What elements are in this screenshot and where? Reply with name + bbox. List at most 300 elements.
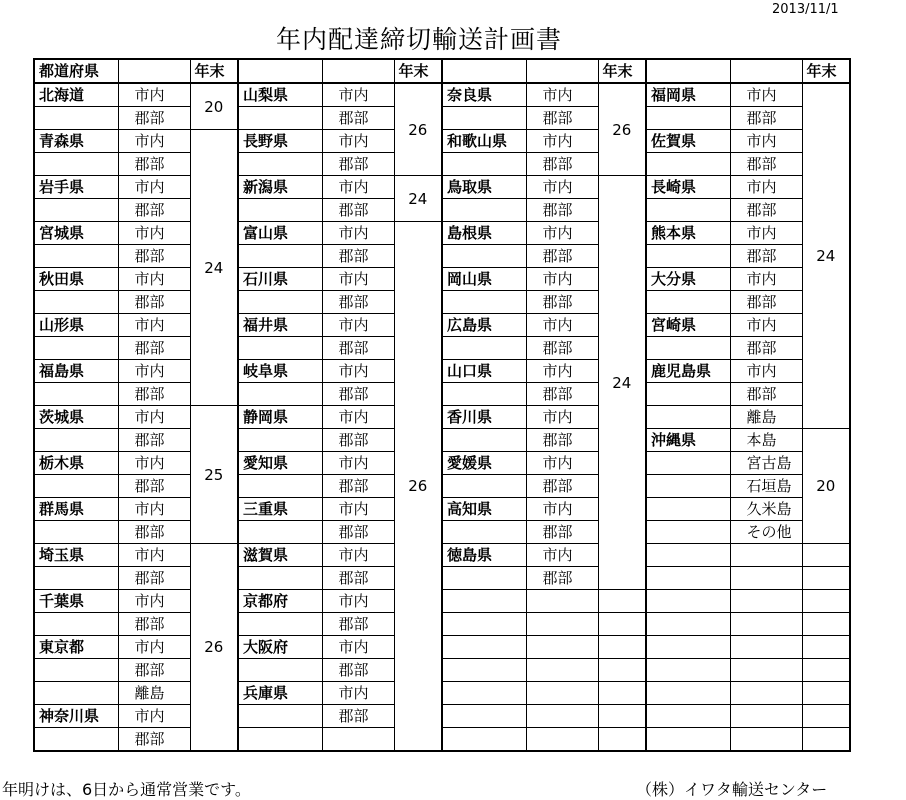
yearend-date-cell [802, 636, 850, 659]
table-row [34, 245, 850, 268]
area-cell [730, 544, 802, 567]
prefecture-cell [442, 705, 526, 728]
area-cell: 郡部 [322, 613, 394, 636]
prefecture-cell: 長野県 [238, 130, 322, 153]
prefecture-cell [238, 567, 322, 590]
header-yearend: 年末 [598, 59, 646, 83]
prefecture-cell [34, 567, 118, 590]
prefecture-cell [238, 291, 322, 314]
area-cell: 市内 [526, 406, 598, 429]
prefecture-cell: 福岡県 [646, 83, 730, 107]
prefecture-cell: 静岡県 [238, 406, 322, 429]
prefecture-cell: 東京都 [34, 636, 118, 659]
area-cell: 郡部 [118, 429, 190, 452]
area-cell: 郡部 [526, 521, 598, 544]
area-cell: 郡部 [118, 153, 190, 176]
prefecture-cell [442, 107, 526, 130]
area-cell: 市内 [322, 222, 394, 245]
prefecture-cell [646, 475, 730, 498]
area-cell: 郡部 [118, 199, 190, 222]
prefecture-cell: 大阪府 [238, 636, 322, 659]
area-cell: 郡部 [322, 659, 394, 682]
header-yearend: 年末 [394, 59, 442, 83]
prefecture-cell [442, 590, 526, 613]
document-date: 2013/11/1 [772, 2, 839, 17]
prefecture-cell: 兵庫県 [238, 682, 322, 705]
prefecture-cell [646, 567, 730, 590]
prefecture-cell: 京都府 [238, 590, 322, 613]
prefecture-cell [646, 705, 730, 728]
prefecture-cell: 奈良県 [442, 83, 526, 107]
area-cell [322, 728, 394, 752]
prefecture-cell [442, 153, 526, 176]
area-cell: 市内 [118, 176, 190, 199]
prefecture-cell [34, 682, 118, 705]
table-row [34, 613, 850, 636]
area-cell: 市内 [118, 498, 190, 521]
prefecture-cell [238, 245, 322, 268]
area-cell: 市内 [526, 498, 598, 521]
prefecture-cell: 三重県 [238, 498, 322, 521]
yearend-date-cell: 20 [190, 83, 238, 130]
table-row [34, 705, 850, 728]
prefecture-cell [646, 406, 730, 429]
area-cell: 市内 [526, 83, 598, 107]
area-cell: 郡部 [118, 245, 190, 268]
area-cell: 郡部 [322, 705, 394, 728]
prefecture-cell [34, 153, 118, 176]
prefecture-cell [646, 291, 730, 314]
prefecture-cell: 岩手県 [34, 176, 118, 199]
area-cell: 市内 [730, 83, 802, 107]
prefecture-cell: 山口県 [442, 360, 526, 383]
yearend-date-cell [802, 705, 850, 728]
prefecture-cell: 富山県 [238, 222, 322, 245]
area-cell: 市内 [322, 682, 394, 705]
prefecture-cell [34, 659, 118, 682]
area-cell: 郡部 [526, 153, 598, 176]
area-cell [526, 659, 598, 682]
prefecture-cell: 宮城県 [34, 222, 118, 245]
header-blank [646, 59, 730, 83]
prefecture-cell [646, 107, 730, 130]
area-cell: 市内 [730, 360, 802, 383]
table-row [34, 659, 850, 682]
area-cell: 市内 [322, 452, 394, 475]
yearend-date-cell: 26 [394, 222, 442, 752]
prefecture-cell [34, 429, 118, 452]
table-row [34, 176, 850, 199]
table-row [34, 567, 850, 590]
area-cell: 郡部 [322, 337, 394, 360]
prefecture-cell [34, 291, 118, 314]
prefecture-cell [442, 429, 526, 452]
prefecture-cell [34, 475, 118, 498]
prefecture-cell [34, 613, 118, 636]
area-cell [526, 682, 598, 705]
prefecture-cell: 香川県 [442, 406, 526, 429]
area-cell: 郡部 [118, 383, 190, 406]
prefecture-cell [646, 245, 730, 268]
prefecture-cell [238, 705, 322, 728]
area-cell: 市内 [526, 222, 598, 245]
prefecture-cell [646, 613, 730, 636]
header-blank [118, 59, 190, 83]
area-cell: 郡部 [118, 337, 190, 360]
prefecture-cell [442, 337, 526, 360]
area-cell: 郡部 [118, 613, 190, 636]
prefecture-cell [442, 383, 526, 406]
area-cell: 郡部 [526, 291, 598, 314]
area-cell: 郡部 [322, 383, 394, 406]
area-cell: 郡部 [730, 383, 802, 406]
area-cell: 郡部 [730, 291, 802, 314]
area-cell: 郡部 [526, 199, 598, 222]
prefecture-cell [34, 199, 118, 222]
prefecture-cell [34, 383, 118, 406]
area-cell [730, 636, 802, 659]
area-cell: 市内 [730, 176, 802, 199]
prefecture-cell: 大分県 [646, 268, 730, 291]
prefecture-cell [442, 682, 526, 705]
table-row [34, 383, 850, 406]
area-cell [526, 613, 598, 636]
area-cell: 市内 [118, 314, 190, 337]
prefecture-cell: 山梨県 [238, 83, 322, 107]
area-cell: 郡部 [526, 245, 598, 268]
yearend-date-cell [802, 682, 850, 705]
prefecture-cell: 和歌山県 [442, 130, 526, 153]
area-cell: その他 [730, 521, 802, 544]
prefecture-cell: 埼玉県 [34, 544, 118, 567]
area-cell: 郡部 [730, 245, 802, 268]
prefecture-cell: 岡山県 [442, 268, 526, 291]
area-cell: 郡部 [526, 567, 598, 590]
area-cell: 郡部 [526, 383, 598, 406]
area-cell [730, 682, 802, 705]
header-blank [238, 59, 322, 83]
prefecture-cell [646, 383, 730, 406]
header-blank [730, 59, 802, 83]
area-cell: 市内 [118, 544, 190, 567]
area-cell: 郡部 [526, 337, 598, 360]
prefecture-cell: 群馬県 [34, 498, 118, 521]
prefecture-cell [34, 728, 118, 752]
area-cell: 市内 [118, 130, 190, 153]
area-cell: 久米島 [730, 498, 802, 521]
yearend-date-cell: 26 [598, 83, 646, 176]
header-yearend: 年末 [802, 59, 850, 83]
prefecture-cell [238, 153, 322, 176]
area-cell: 市内 [322, 590, 394, 613]
prefecture-cell [238, 521, 322, 544]
prefecture-cell: 鹿児島県 [646, 360, 730, 383]
prefecture-cell [442, 728, 526, 752]
prefecture-cell [238, 199, 322, 222]
area-cell: 郡部 [322, 475, 394, 498]
table-row [34, 199, 850, 222]
prefecture-cell [442, 567, 526, 590]
area-cell: 市内 [526, 176, 598, 199]
area-cell: 市内 [322, 406, 394, 429]
yearend-date-cell [802, 613, 850, 636]
area-cell: 郡部 [118, 475, 190, 498]
prefecture-cell: 新潟県 [238, 176, 322, 199]
area-cell [730, 590, 802, 613]
area-cell: 市内 [322, 360, 394, 383]
prefecture-cell [646, 636, 730, 659]
prefecture-cell [646, 452, 730, 475]
area-cell: 市内 [322, 636, 394, 659]
area-cell [730, 705, 802, 728]
table-row [34, 314, 850, 337]
area-cell [526, 636, 598, 659]
area-cell: 郡部 [526, 429, 598, 452]
yearend-date-cell: 26 [190, 544, 238, 752]
area-cell: 郡部 [730, 199, 802, 222]
prefecture-cell [442, 291, 526, 314]
area-cell: 市内 [118, 222, 190, 245]
prefecture-cell: 福井県 [238, 314, 322, 337]
area-cell [526, 590, 598, 613]
area-cell: 市内 [118, 590, 190, 613]
area-cell: 郡部 [118, 107, 190, 130]
yearend-date-cell: 24 [394, 176, 442, 222]
yearend-date-cell [598, 636, 646, 659]
area-cell [526, 728, 598, 752]
header-yearend: 年末 [190, 59, 238, 83]
area-cell: 市内 [118, 268, 190, 291]
prefecture-cell [238, 337, 322, 360]
prefecture-cell: 石川県 [238, 268, 322, 291]
prefecture-cell [646, 682, 730, 705]
prefecture-cell [238, 475, 322, 498]
area-cell: 市内 [322, 314, 394, 337]
area-cell: 郡部 [730, 107, 802, 130]
area-cell: 市内 [322, 544, 394, 567]
prefecture-cell: 広島県 [442, 314, 526, 337]
table-row [34, 222, 850, 245]
prefecture-cell: 熊本県 [646, 222, 730, 245]
yearend-date-cell [598, 728, 646, 752]
prefecture-cell: 鳥取県 [442, 176, 526, 199]
prefecture-cell [238, 429, 322, 452]
area-cell: 市内 [526, 314, 598, 337]
table-row [34, 291, 850, 314]
prefecture-cell [442, 636, 526, 659]
header-blank [526, 59, 598, 83]
prefecture-cell: 愛媛県 [442, 452, 526, 475]
area-cell: 市内 [322, 498, 394, 521]
yearend-date-cell: 24 [598, 176, 646, 590]
yearend-date-cell [802, 659, 850, 682]
area-cell: 郡部 [526, 107, 598, 130]
table-row [34, 83, 850, 107]
prefecture-cell: 宮崎県 [646, 314, 730, 337]
prefecture-cell [34, 107, 118, 130]
area-cell: 郡部 [322, 429, 394, 452]
table-row [34, 636, 850, 659]
prefecture-cell [646, 153, 730, 176]
prefecture-cell: 神奈川県 [34, 705, 118, 728]
area-cell: 市内 [322, 83, 394, 107]
area-cell: 市内 [526, 268, 598, 291]
prefecture-cell [238, 728, 322, 752]
yearend-date-cell [598, 613, 646, 636]
area-cell: 石垣島 [730, 475, 802, 498]
prefecture-cell: 徳島県 [442, 544, 526, 567]
prefecture-cell: 栃木県 [34, 452, 118, 475]
prefecture-cell [238, 107, 322, 130]
prefecture-cell [238, 659, 322, 682]
area-cell: 郡部 [322, 245, 394, 268]
area-cell: 市内 [526, 360, 598, 383]
area-cell: 市内 [526, 452, 598, 475]
table-row [34, 475, 850, 498]
prefecture-cell [238, 613, 322, 636]
prefecture-cell: 北海道 [34, 83, 118, 107]
table-row [34, 337, 850, 360]
prefecture-cell [646, 728, 730, 752]
prefecture-cell: 秋田県 [34, 268, 118, 291]
prefecture-cell [34, 337, 118, 360]
area-cell: 郡部 [322, 107, 394, 130]
area-cell: 市内 [118, 636, 190, 659]
area-cell [730, 613, 802, 636]
prefecture-cell [442, 245, 526, 268]
prefecture-cell [646, 521, 730, 544]
table-row [34, 130, 850, 153]
area-cell: 市内 [322, 268, 394, 291]
table-row [34, 107, 850, 130]
prefecture-cell: 島根県 [442, 222, 526, 245]
area-cell: 市内 [118, 360, 190, 383]
area-cell: 市内 [322, 176, 394, 199]
area-cell [730, 728, 802, 752]
table-row [34, 406, 850, 429]
table-row [34, 153, 850, 176]
header-blank [322, 59, 394, 83]
area-cell: 市内 [730, 222, 802, 245]
area-cell: 宮古島 [730, 452, 802, 475]
prefecture-cell [646, 659, 730, 682]
schedule-table [33, 58, 851, 752]
prefecture-cell: 山形県 [34, 314, 118, 337]
area-cell: 郡部 [118, 567, 190, 590]
yearend-date-cell [802, 544, 850, 567]
prefecture-cell [646, 498, 730, 521]
prefecture-cell: 福島県 [34, 360, 118, 383]
area-cell: 郡部 [118, 728, 190, 752]
area-cell [730, 567, 802, 590]
yearend-date-cell [598, 590, 646, 613]
prefecture-cell [442, 659, 526, 682]
prefecture-cell [442, 613, 526, 636]
prefecture-cell [442, 521, 526, 544]
header-blank [442, 59, 526, 83]
area-cell: 市内 [118, 406, 190, 429]
area-cell [730, 659, 802, 682]
header-prefecture: 都道府県 [34, 59, 118, 83]
area-cell: 郡部 [118, 521, 190, 544]
yearend-date-cell: 25 [190, 406, 238, 544]
area-cell: 郡部 [118, 291, 190, 314]
yearend-date-cell [598, 705, 646, 728]
area-cell: 離島 [730, 406, 802, 429]
area-cell: 郡部 [322, 199, 394, 222]
prefecture-cell [34, 245, 118, 268]
yearend-date-cell [802, 728, 850, 752]
prefecture-cell [646, 590, 730, 613]
area-cell: 市内 [322, 130, 394, 153]
area-cell: 本島 [730, 429, 802, 452]
prefecture-cell: 長崎県 [646, 176, 730, 199]
area-cell [526, 705, 598, 728]
area-cell: 市内 [118, 83, 190, 107]
yearend-date-cell [802, 567, 850, 590]
table-row [34, 682, 850, 705]
yearend-date-cell [598, 659, 646, 682]
table-row [34, 452, 850, 475]
area-cell: 郡部 [322, 153, 394, 176]
area-cell: 郡部 [730, 337, 802, 360]
prefecture-cell: 高知県 [442, 498, 526, 521]
area-cell: 離島 [118, 682, 190, 705]
table-row [34, 268, 850, 291]
yearend-date-cell: 20 [802, 429, 850, 544]
area-cell: 郡部 [322, 291, 394, 314]
area-cell: 郡部 [322, 521, 394, 544]
footer-note: 年明けは、6日から通常営業です。 [2, 780, 251, 799]
yearend-date-cell: 24 [802, 83, 850, 429]
table-row [34, 728, 850, 752]
table-row [34, 360, 850, 383]
prefecture-cell [442, 475, 526, 498]
prefecture-cell [646, 544, 730, 567]
area-cell: 郡部 [322, 567, 394, 590]
prefecture-cell: 千葉県 [34, 590, 118, 613]
area-cell: 市内 [730, 130, 802, 153]
area-cell: 市内 [118, 705, 190, 728]
prefecture-cell [238, 383, 322, 406]
area-cell: 市内 [730, 314, 802, 337]
table-row [34, 590, 850, 613]
prefecture-cell [34, 521, 118, 544]
area-cell: 郡部 [730, 153, 802, 176]
area-cell: 市内 [526, 130, 598, 153]
area-cell: 郡部 [118, 659, 190, 682]
table-row [34, 498, 850, 521]
yearend-date-cell: 24 [190, 130, 238, 406]
prefecture-cell: 岐阜県 [238, 360, 322, 383]
prefecture-cell: 佐賀県 [646, 130, 730, 153]
prefecture-cell [646, 337, 730, 360]
header-row [34, 59, 850, 83]
area-cell: 市内 [526, 544, 598, 567]
yearend-date-cell [802, 590, 850, 613]
prefecture-cell [442, 199, 526, 222]
prefecture-cell: 滋賀県 [238, 544, 322, 567]
area-cell: 郡部 [526, 475, 598, 498]
prefecture-cell: 茨城県 [34, 406, 118, 429]
prefecture-cell [646, 199, 730, 222]
yearend-date-cell [598, 682, 646, 705]
document-title: 年内配達締切輸送計画書 [276, 25, 563, 54]
area-cell: 市内 [118, 452, 190, 475]
prefecture-cell: 愛知県 [238, 452, 322, 475]
yearend-date-cell: 26 [394, 83, 442, 176]
prefecture-cell: 青森県 [34, 130, 118, 153]
